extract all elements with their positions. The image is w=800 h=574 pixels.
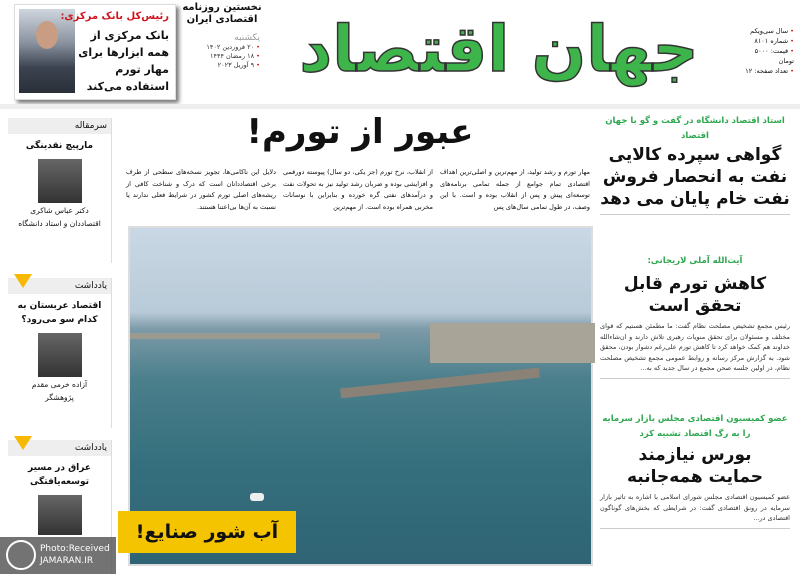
main-headline[interactable]: عبور از تورم! — [246, 112, 474, 152]
volume: سال سی‌ویکم — [750, 27, 789, 35]
promo-text: بانک مرکزی از همه ابزارها برای مهار تورم استفاده می‌کند — [78, 29, 169, 93]
issue-number: شماره ۸۱۰۱ — [754, 37, 789, 45]
arrow-down-icon — [14, 274, 32, 288]
arrow-down-icon — [14, 436, 32, 450]
author-name: آزاده خرمی مقدم — [31, 380, 88, 389]
weekday: یکشنبه — [234, 33, 260, 43]
issue-info: • سال سی‌ویکم • شماره ۸۱۰۱ • قیمت: ۵۰۰۰ تومان • تعداد صفحه: ۱۲ — [745, 27, 794, 75]
lead-column-3: دلایل این ناکامی‌ها، تجویز نسخه‌های سطحی از طرف برخی اقتصاددانان است که درک و شناخت کافی از ریشه‌های اصلی تورم کشور در شرایط فعلی ندارند یا نسبت به آن‌ها بی‌اعتنا هستند. — [126, 168, 276, 211]
note-title: اقتصاد عربستان به کدام سو می‌رود؟ — [17, 301, 102, 325]
watermark — [0, 537, 116, 574]
header-divider — [0, 104, 800, 109]
divider — [600, 528, 790, 529]
author-role: پژوهشگر — [45, 393, 74, 402]
masthead-logo: جهان اقتصاد — [299, 13, 699, 87]
story-headline: کاهش تورم قابل تحقق است — [623, 274, 767, 316]
story-body: عضو کمیسیون اقتصادی مجلس شورای اسلامی با اشاره به تاثیر بازار سرمایه در رونق اقتصادی گفت: در شرایطی که بخش‌های گوناگون اقتصادی در... — [600, 493, 790, 522]
lead-column-1: مهار تورم و رشد تولید، از مهم‌ترین و اصلی‌ترین اهداف اقتصادی تمام جوامع از جمله تمامی برنامه‌های توسعه‌ای پیش و پس از انقلاب بوده و است. با این وصف، در طول تمامی سال‌های پس — [440, 168, 590, 211]
author-photo — [38, 495, 82, 535]
promo-box[interactable] — [14, 4, 176, 100]
lead-column-2: از انقلاب، نرخ تورم (جز یکی، دو سال) پیوسته دورقمی و افزایشی بوده و ضربان رشد تولید نیز به تحولات نفت و درآمدهای نفتی گره خورده و بنابراین با نوسانات مخربی همراه بوده است. از مهم‌ترین — [283, 168, 433, 211]
jamaran-logo-icon — [6, 540, 36, 570]
author-name: دکتر عباس شاکری — [30, 206, 89, 215]
editorial[interactable] — [8, 118, 112, 263]
section-label: سرمقاله — [8, 118, 111, 134]
author-role: اقتصاددان و استاد دانشگاه — [18, 219, 101, 228]
divider — [600, 378, 790, 379]
note-title: عراق در مسیر توسعه‌یافتگی — [28, 463, 91, 487]
editorial-title: مارپیچ نقدینگی — [25, 141, 94, 151]
story-body: رئیس مجمع تشخیص مصلحت نظام گفت: ما مطمئن هستیم که قوای مختلف و مسئولان برای تحقق منویات رهبری تلاش دارند و ان‌شاءالله خداوند هم کمک خواهد کرد تا کاهش تورم علی‌رغم دشوار بودن، محقق شود. به گزارش مرکز رسانه و روابط عمومی مجمع تشخیص مصلحت نظام، در اولین جلسه صحن مجمع در سال جدید که به... — [600, 322, 790, 372]
tagline: نخستین روزنامه اقتصادی ایران — [182, 2, 262, 25]
section-label: یادداشت — [8, 440, 111, 456]
story-kicker: استاد اقتصاد دانشگاه در گفت و گو با جهان اقتصاد — [605, 116, 785, 141]
date-block: یکشنبه • ۲۰ فروردین ۱۴۰۲ • ۱۸ رمضان ۱۴۴۴ • ۹ آوریل ۲۰۲۳ — [190, 34, 260, 70]
date-solar: ۲۰ فروردین ۱۴۰۲ — [206, 43, 255, 51]
author-photo — [38, 333, 82, 377]
watermark-line1: Photo:Received — [40, 544, 110, 554]
story-headline: بورس نیازمند حمایت همه‌جانبه — [626, 445, 764, 487]
section-label: یادداشت — [8, 278, 111, 294]
page-count: تعداد صفحه: ۱۲ — [745, 67, 789, 75]
price: قیمت: ۵۰۰۰ تومان — [754, 47, 794, 65]
story-kicker: عضو کمیسیون اقتصادی مجلس بازار سرمایه را به رگ اقتصاد تشبیه کرد — [602, 414, 788, 439]
date-lunar: ۱۸ رمضان ۱۴۴۴ — [209, 52, 255, 60]
right-story-3[interactable] — [600, 412, 790, 529]
author-photo — [38, 159, 82, 203]
divider — [600, 214, 790, 215]
photo-caption[interactable]: آب شور صنایع! — [118, 511, 296, 553]
story-headline: گواهی سپرده کالایی نفت به انحصار فروش نفت خام پایان می دهد — [600, 145, 790, 209]
date-gregorian: ۹ آوریل ۲۰۲۳ — [217, 61, 255, 69]
right-story-2[interactable] — [600, 254, 790, 379]
watermark-line2: JAMARAN.IR — [40, 556, 94, 566]
note-1[interactable] — [8, 278, 112, 428]
promo-kicker: رئیس‌کل بانک مرکزی: — [60, 11, 169, 22]
story-kicker: آیت‌الله آملی لاریجانی: — [647, 256, 743, 266]
right-story-1[interactable] — [600, 114, 790, 215]
